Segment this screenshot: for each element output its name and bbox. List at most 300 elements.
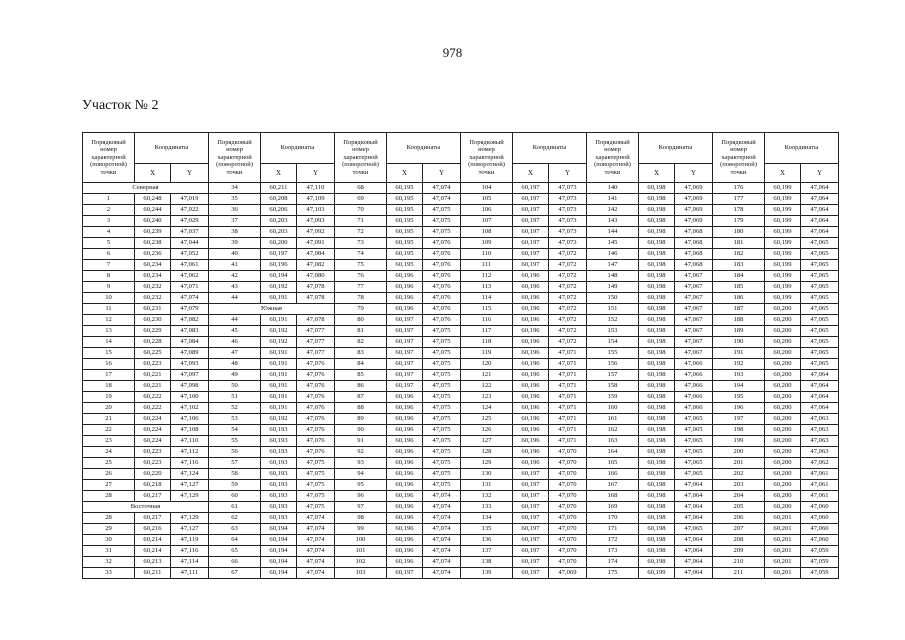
point-number-cell: 181: [713, 238, 765, 249]
x-cell: 60,232: [135, 282, 171, 293]
point-number-cell: 68: [335, 183, 387, 194]
x-cell: 60,198: [639, 557, 675, 568]
point-number-cell: 197: [713, 414, 765, 425]
point-number-cell: 25: [83, 458, 135, 469]
point-number-cell: 2: [83, 205, 135, 216]
point-number-cell: 126: [461, 425, 513, 436]
x-cell: 60,222: [135, 403, 171, 414]
point-number-cell: 190: [713, 337, 765, 348]
y-cell: 47,110: [297, 183, 335, 194]
y-cell: 47,072: [549, 315, 587, 326]
y-cell: 47,065: [675, 469, 713, 480]
y-cell: 47,067: [675, 326, 713, 337]
point-number-cell: 55: [209, 436, 261, 447]
point-number-cell: 124: [461, 403, 513, 414]
x-cell: 60,238: [135, 238, 171, 249]
point-number-cell: 198: [713, 425, 765, 436]
y-cell: 47,074: [423, 568, 461, 579]
point-number-cell: 148: [587, 271, 639, 282]
table-row: [83, 469, 839, 480]
y-cell: 47,063: [801, 436, 839, 447]
x-cell: 60,198: [639, 502, 675, 513]
point-number-cell: 117: [461, 326, 513, 337]
y-cell: 47,063: [801, 447, 839, 458]
point-number-cell: 90: [335, 425, 387, 436]
point-number-cell: 17: [83, 370, 135, 381]
point-number-cell: 93: [335, 458, 387, 469]
x-cell: 60,224: [135, 436, 171, 447]
point-number-cell: 5: [83, 238, 135, 249]
point-number-cell: 151: [587, 304, 639, 315]
point-number-cell: 92: [335, 447, 387, 458]
y-cell: 47,100: [171, 392, 209, 403]
y-cell: 47,075: [423, 414, 461, 425]
x-cell: 60,239: [135, 227, 171, 238]
point-number-cell: 39: [209, 238, 261, 249]
point-number-cell: 45: [209, 326, 261, 337]
x-cell: 60,198: [639, 469, 675, 480]
y-cell: 47,074: [423, 524, 461, 535]
y-cell: 47,075: [423, 392, 461, 403]
y-cell: 47,065: [675, 425, 713, 436]
y-cell: 47,075: [423, 469, 461, 480]
point-number-cell: 115: [461, 304, 513, 315]
point-number-cell: 15: [83, 348, 135, 359]
y-cell: 47,072: [549, 326, 587, 337]
y-cell: 47,059: [801, 568, 839, 579]
point-number-cell: 185: [713, 282, 765, 293]
y-cell: 47,065: [801, 238, 839, 249]
x-cell: 60,200: [765, 425, 801, 436]
point-number-cell: 89: [335, 414, 387, 425]
x-cell: 60,201: [765, 557, 801, 568]
y-cell: 47,022: [171, 205, 209, 216]
y-cell: 47,129: [171, 513, 209, 524]
x-cell: 60,244: [135, 205, 171, 216]
y-cell: 47,060: [801, 502, 839, 513]
y-cell: 47,068: [675, 260, 713, 271]
point-number-cell: 37: [209, 216, 261, 227]
y-cell: 47,067: [675, 348, 713, 359]
x-cell: 60,200: [765, 370, 801, 381]
x-cell: 60,221: [135, 381, 171, 392]
point-number-cell: 132: [461, 491, 513, 502]
point-number-cell: 147: [587, 260, 639, 271]
point-number-cell: 70: [335, 205, 387, 216]
x-cell: 60,211: [135, 568, 171, 579]
x-cell: 60,198: [639, 249, 675, 260]
point-number-cell: 13: [83, 326, 135, 337]
x-cell: 60,192: [261, 282, 297, 293]
x-cell: 60,196: [387, 271, 423, 282]
x-cell: 60,200: [765, 337, 801, 348]
point-number-cell: 203: [713, 480, 765, 491]
y-cell: 47,075: [423, 359, 461, 370]
point-number-cell: 195: [713, 392, 765, 403]
y-cell: 47,072: [549, 271, 587, 282]
point-number-cell: 67: [209, 568, 261, 579]
x-cell: 60,196: [387, 436, 423, 447]
point-number-cell: 106: [461, 205, 513, 216]
point-number-cell: 204: [713, 491, 765, 502]
x-cell: 60,196: [387, 524, 423, 535]
x-cell: 60,197: [513, 249, 549, 260]
y-cell: 47,074: [423, 502, 461, 513]
point-number-cell: 144: [587, 227, 639, 238]
header-coordinates: Координаты: [513, 133, 587, 164]
point-number-cell: 121: [461, 370, 513, 381]
x-cell: 60,198: [639, 227, 675, 238]
y-cell: 47,068: [675, 249, 713, 260]
y-cell: 47,074: [171, 293, 209, 304]
y-cell: 47,076: [297, 436, 335, 447]
point-number-cell: 35: [209, 194, 261, 205]
header-point-number: Порядковый номер характерной (поворотной) точки: [713, 133, 765, 183]
y-cell: 47,076: [423, 315, 461, 326]
x-cell: 60,199: [765, 238, 801, 249]
table-row: [83, 216, 839, 227]
point-number-cell: 135: [461, 524, 513, 535]
y-cell: 47,061: [801, 480, 839, 491]
x-cell: 60,198: [639, 524, 675, 535]
point-number-cell: 202: [713, 469, 765, 480]
point-number-cell: 32: [83, 557, 135, 568]
table-row: [83, 249, 839, 260]
y-cell: 47,065: [675, 414, 713, 425]
y-cell: 47,070: [549, 513, 587, 524]
table-row: [83, 480, 839, 491]
point-number-cell: 116: [461, 315, 513, 326]
x-cell: 60,197: [513, 546, 549, 557]
y-cell: 47,076: [297, 447, 335, 458]
point-number-cell: 38: [209, 227, 261, 238]
coordinates-table-wrapper: [82, 132, 836, 579]
x-cell: 60,197: [513, 205, 549, 216]
x-cell: 60,191: [261, 315, 297, 326]
y-cell: 47,077: [297, 326, 335, 337]
table-row: [83, 557, 839, 568]
y-cell: 47,052: [171, 249, 209, 260]
x-cell: 60,197: [261, 249, 297, 260]
header-point-number: Порядковый номер характерной (поворотной) точки: [335, 133, 387, 183]
x-cell: 60,200: [765, 491, 801, 502]
point-number-cell: 63: [209, 524, 261, 535]
x-cell: 60,223: [135, 447, 171, 458]
point-number-cell: 149: [587, 282, 639, 293]
y-cell: 47,064: [801, 403, 839, 414]
y-cell: 47,091: [297, 238, 335, 249]
y-cell: 47,076: [297, 403, 335, 414]
y-cell: 47,129: [171, 491, 209, 502]
y-cell: 47,078: [297, 315, 335, 326]
y-cell: 47,067: [675, 271, 713, 282]
point-number-cell: 54: [209, 425, 261, 436]
y-cell: 47,070: [549, 546, 587, 557]
x-cell: 60,197: [513, 568, 549, 579]
point-number-cell: 130: [461, 469, 513, 480]
point-number-cell: 136: [461, 535, 513, 546]
y-cell: 47,070: [549, 502, 587, 513]
y-cell: 47,074: [297, 557, 335, 568]
y-cell: 47,071: [549, 403, 587, 414]
point-number-cell: 21: [83, 414, 135, 425]
y-cell: 47,084: [171, 337, 209, 348]
x-cell: 60,224: [135, 425, 171, 436]
point-number-cell: 129: [461, 458, 513, 469]
point-number-cell: 122: [461, 381, 513, 392]
x-cell: 60,198: [639, 535, 675, 546]
y-cell: 47,076: [297, 359, 335, 370]
y-cell: 47,074: [297, 535, 335, 546]
y-cell: 47,065: [801, 293, 839, 304]
y-cell: 47,073: [549, 227, 587, 238]
y-cell: 47,082: [297, 260, 335, 271]
x-cell: 60,197: [513, 480, 549, 491]
x-cell: 60,193: [261, 469, 297, 480]
point-number-cell: 99: [335, 524, 387, 535]
point-number-cell: 20: [83, 403, 135, 414]
x-cell: 60,225: [135, 348, 171, 359]
header-x: X: [135, 164, 171, 183]
x-cell: 60,198: [639, 392, 675, 403]
y-cell: 47,067: [675, 282, 713, 293]
x-cell: 60,200: [765, 480, 801, 491]
x-cell: 60,198: [639, 216, 675, 227]
x-cell: 60,200: [765, 502, 801, 513]
y-cell: 47,075: [423, 326, 461, 337]
x-cell: 60,229: [135, 326, 171, 337]
section-title: Участок № 2: [82, 98, 159, 113]
point-number-cell: 107: [461, 216, 513, 227]
point-number-cell: 158: [587, 381, 639, 392]
point-number-cell: 160: [587, 403, 639, 414]
y-cell: 47,070: [549, 535, 587, 546]
x-cell: 60,198: [639, 282, 675, 293]
table-row: [83, 337, 839, 348]
y-cell: 47,076: [297, 414, 335, 425]
x-cell: 60,196: [387, 557, 423, 568]
point-number-cell: 103: [335, 568, 387, 579]
y-cell: 47,108: [171, 425, 209, 436]
table-row: [83, 194, 839, 205]
y-cell: 47,074: [423, 194, 461, 205]
point-number-cell: 57: [209, 458, 261, 469]
x-cell: 60,191: [261, 359, 297, 370]
x-cell: 60,195: [387, 194, 423, 205]
x-cell: 60,198: [639, 260, 675, 271]
table-row: [83, 293, 839, 304]
point-number-cell: 171: [587, 524, 639, 535]
table-row: [83, 513, 839, 524]
point-number-cell: 179: [713, 216, 765, 227]
y-cell: 47,083: [171, 326, 209, 337]
x-cell: 60,193: [261, 513, 297, 524]
point-number-cell: 7: [83, 260, 135, 271]
y-cell: 47,065: [675, 436, 713, 447]
y-cell: 47,070: [549, 447, 587, 458]
y-cell: 47,064: [801, 194, 839, 205]
x-cell: 60,198: [639, 359, 675, 370]
y-cell: 47,110: [171, 436, 209, 447]
point-number-cell: 153: [587, 326, 639, 337]
x-cell: 60,198: [639, 370, 675, 381]
point-number-cell: 14: [83, 337, 135, 348]
x-cell: 60,194: [261, 535, 297, 546]
y-cell: 47,109: [297, 194, 335, 205]
y-cell: 47,063: [801, 414, 839, 425]
point-number-cell: 34: [209, 183, 261, 194]
y-cell: 47,067: [675, 304, 713, 315]
x-cell: 60,195: [387, 249, 423, 260]
y-cell: 47,097: [171, 370, 209, 381]
point-number-cell: 33: [83, 568, 135, 579]
y-cell: 47,065: [675, 458, 713, 469]
y-cell: 47,067: [675, 293, 713, 304]
x-cell: 60,191: [261, 392, 297, 403]
point-number-cell: 140: [587, 183, 639, 194]
table-row: [83, 227, 839, 238]
x-cell: 60,200: [765, 458, 801, 469]
x-cell: 60,198: [639, 480, 675, 491]
table-row: [83, 502, 839, 513]
x-cell: 60,197: [513, 216, 549, 227]
point-number-cell: 164: [587, 447, 639, 458]
y-cell: 47,124: [171, 469, 209, 480]
header-x: X: [261, 164, 297, 183]
x-cell: 60,197: [387, 315, 423, 326]
y-cell: 47,071: [549, 414, 587, 425]
point-number-cell: 98: [335, 513, 387, 524]
y-cell: 47,075: [423, 436, 461, 447]
y-cell: 47,072: [549, 337, 587, 348]
y-cell: 47,075: [297, 480, 335, 491]
x-cell: 60,198: [639, 326, 675, 337]
point-number-cell: 10: [83, 293, 135, 304]
x-cell: 60,197: [387, 348, 423, 359]
point-number-cell: 27: [83, 480, 135, 491]
y-cell: 47,077: [297, 337, 335, 348]
x-cell: 60,220: [135, 469, 171, 480]
point-number-cell: 165: [587, 458, 639, 469]
point-number-cell: 189: [713, 326, 765, 337]
x-cell: 60,196: [513, 282, 549, 293]
table-row: [83, 392, 839, 403]
y-cell: 47,074: [297, 513, 335, 524]
y-cell: 47,065: [675, 524, 713, 535]
table-row: [83, 436, 839, 447]
y-cell: 47,075: [423, 348, 461, 359]
point-number-cell: 44: [209, 315, 261, 326]
point-number-cell: 114: [461, 293, 513, 304]
y-cell: 47,076: [423, 282, 461, 293]
x-cell: 60,196: [513, 337, 549, 348]
point-number-cell: 192: [713, 359, 765, 370]
y-cell: 47,092: [297, 227, 335, 238]
y-cell: 47,064: [675, 513, 713, 524]
x-cell: 60,224: [135, 414, 171, 425]
x-cell: 60,197: [387, 568, 423, 579]
y-cell: 47,074: [297, 568, 335, 579]
x-cell: 60,196: [387, 458, 423, 469]
x-cell: 60,228: [135, 337, 171, 348]
x-cell: 60,194: [261, 557, 297, 568]
x-cell: 60,200: [765, 359, 801, 370]
table-row: [83, 381, 839, 392]
point-number-cell: 71: [335, 216, 387, 227]
y-cell: 47,065: [801, 315, 839, 326]
x-cell: 60,197: [513, 557, 549, 568]
x-cell: 60,199: [639, 568, 675, 579]
point-number-cell: 19: [83, 392, 135, 403]
x-cell: 60,198: [639, 458, 675, 469]
y-cell: 47,082: [171, 315, 209, 326]
point-number-cell: 101: [335, 546, 387, 557]
point-number-cell: 108: [461, 227, 513, 238]
y-cell: 47,064: [675, 480, 713, 491]
point-number-cell: 81: [335, 326, 387, 337]
y-cell: 47,069: [675, 183, 713, 194]
point-number-cell: 142: [587, 205, 639, 216]
header-point-number: Порядковый номер характерной (поворотной) точки: [461, 133, 513, 183]
x-cell: 60,236: [135, 249, 171, 260]
x-cell: 60,197: [513, 260, 549, 271]
page-number: 978: [442, 45, 463, 60]
y-cell: 47,073: [549, 183, 587, 194]
point-number-cell: 170: [587, 513, 639, 524]
y-cell: 47,073: [549, 216, 587, 227]
table-row: [83, 425, 839, 436]
point-number-cell: 59: [209, 480, 261, 491]
x-cell: 60,201: [765, 535, 801, 546]
point-number-cell: 60: [209, 491, 261, 502]
point-number-cell: 104: [461, 183, 513, 194]
y-cell: 47,078: [297, 293, 335, 304]
header-y: Y: [675, 164, 713, 183]
point-number-cell: 180: [713, 227, 765, 238]
table-row: [83, 447, 839, 458]
y-cell: 47,071: [549, 392, 587, 403]
y-cell: 47,065: [801, 282, 839, 293]
x-cell: 60,197: [513, 491, 549, 502]
point-number-cell: 159: [587, 392, 639, 403]
point-number-cell: 206: [713, 513, 765, 524]
header-y: Y: [801, 164, 839, 183]
y-cell: 47,064: [801, 370, 839, 381]
x-cell: 60,200: [261, 238, 297, 249]
y-cell: 47,111: [171, 568, 209, 579]
point-number-cell: 111: [461, 260, 513, 271]
x-cell: 60,217: [135, 491, 171, 502]
y-cell: 47,074: [297, 546, 335, 557]
point-number-cell: 143: [587, 216, 639, 227]
x-cell: 60,223: [135, 359, 171, 370]
y-cell: 47,071: [549, 348, 587, 359]
x-cell: 60,196: [387, 447, 423, 458]
y-cell: 47,064: [801, 205, 839, 216]
header-coordinates: Координаты: [135, 133, 209, 164]
y-cell: 47,061: [171, 260, 209, 271]
x-cell: 60,197: [513, 513, 549, 524]
y-cell: 47,069: [549, 568, 587, 579]
x-cell: 60,196: [513, 293, 549, 304]
point-number-cell: 152: [587, 315, 639, 326]
y-cell: 47,127: [171, 524, 209, 535]
point-number-cell: 186: [713, 293, 765, 304]
x-cell: 60,196: [387, 293, 423, 304]
header-point-number: Порядковый номер характерной (поворотной) точки: [209, 133, 261, 183]
x-cell: 60,192: [261, 337, 297, 348]
x-cell: 60,198: [639, 337, 675, 348]
